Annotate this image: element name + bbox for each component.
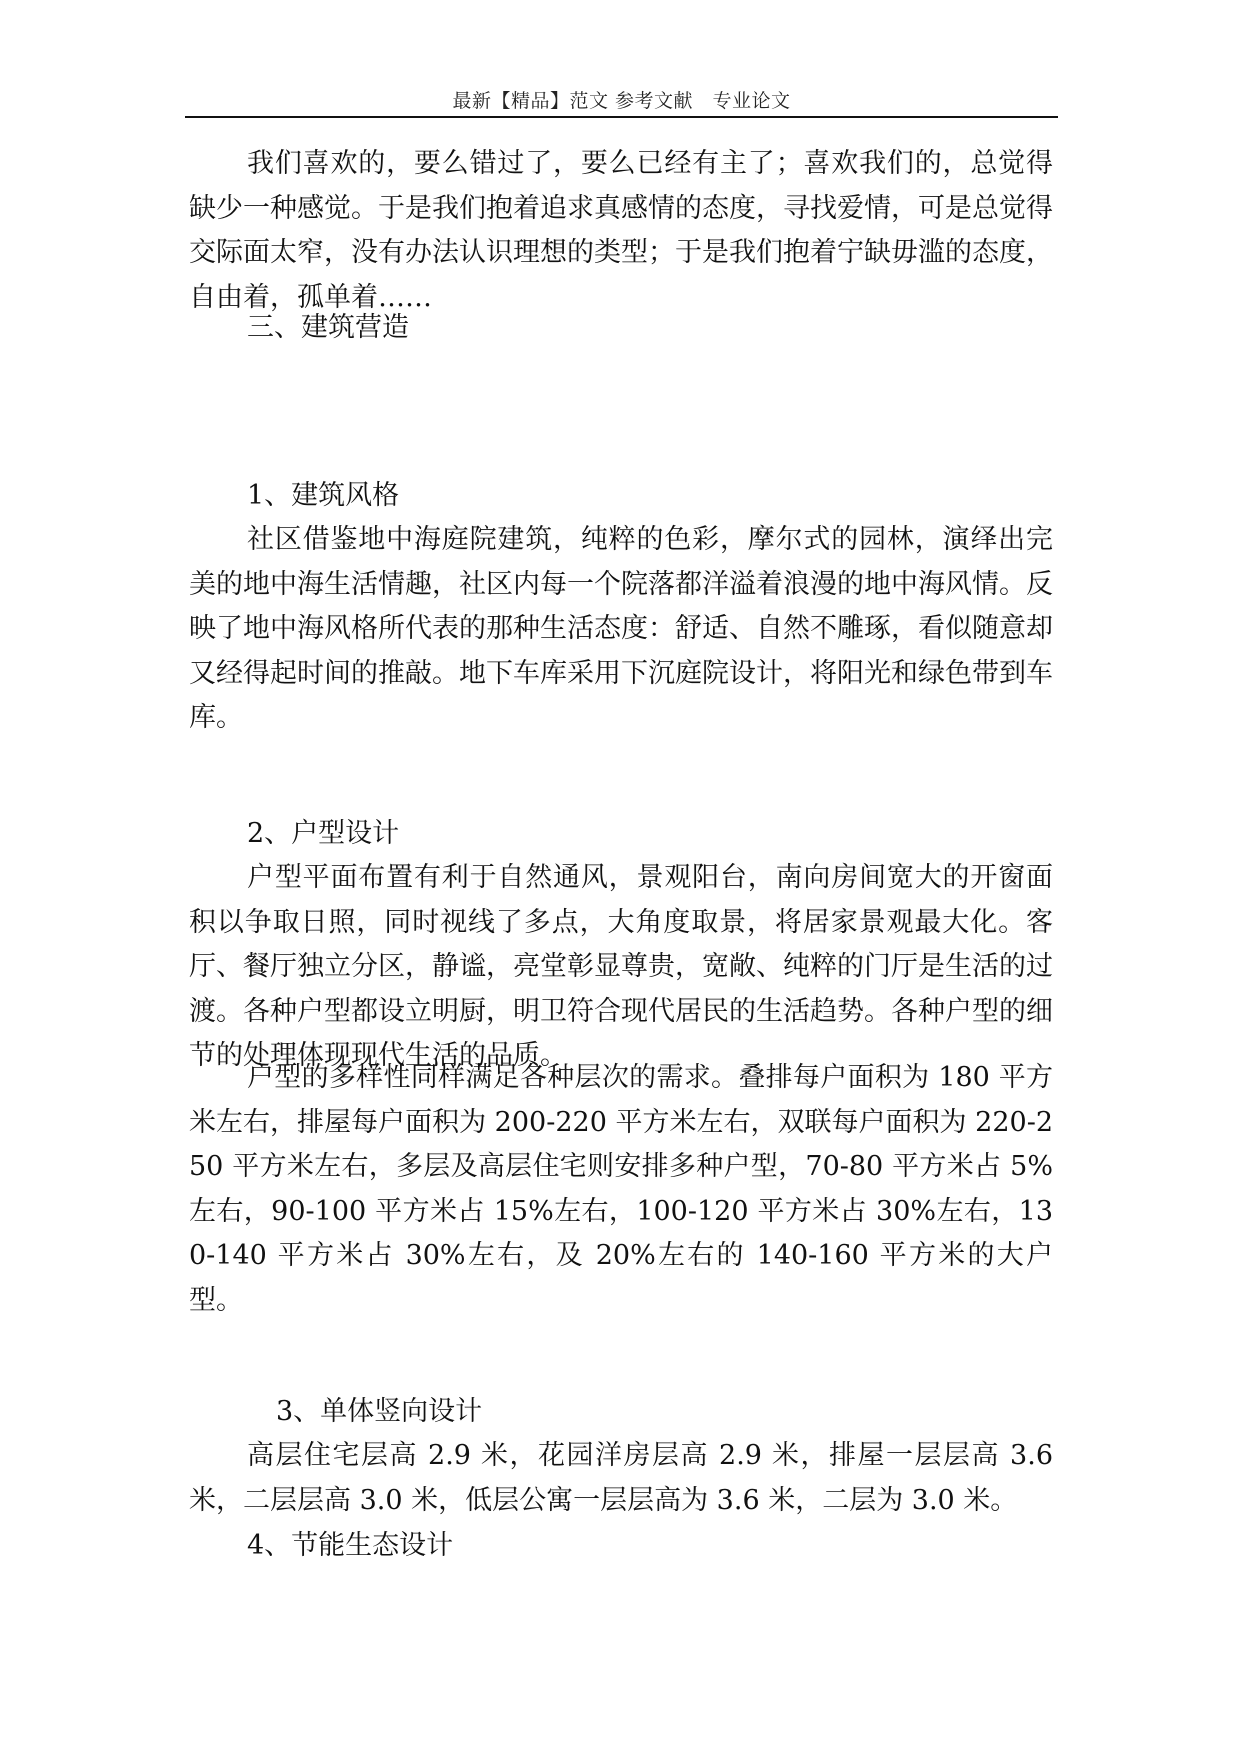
- subheading-unit-layout: 2、户型设计: [247, 818, 400, 849]
- page-header: 最新【精品】范文 参考文献 专业论文: [452, 90, 791, 112]
- subheading-architectural-style: 1、建筑风格: [247, 480, 400, 511]
- unit-layout-paragraph-2: 户型的多样性同样满足各种层次的需求。叠排每户面积为 180 平方米左右，排屋每户面积为 200-220 平方米左右，双联每户面积为 220-250 平方米左右，多层及高层住宅则安排多种户型，70-80 平方米占 5%左右，90-100 平方米占 15%左右，100-120 平方米占 30%左右，130-140 平方米占 30%左右，及 20%左右的 140-160 平方米的大户型。: [189, 1062, 1053, 1316]
- section-heading-architecture: 三、建筑营造: [247, 312, 409, 343]
- intro-paragraph: 我们喜欢的，要么错过了，要么已经有主了；喜欢我们的，总觉得缺少一种感觉。于是我们抱着追求真感情的态度，寻找爱情，可是总觉得交际面太窄，没有办法认识理想的类型；于是我们抱着宁缺毋滥的态度，自由着，孤单着……: [189, 148, 1053, 313]
- header-divider: [185, 116, 1058, 118]
- subheading-vertical-design: 3、单体竖向设计: [276, 1396, 483, 1427]
- subheading-energy-ecological-design: 4、节能生态设计: [247, 1530, 454, 1561]
- architectural-style-paragraph: 社区借鉴地中海庭院建筑，纯粹的色彩，摩尔式的园林，演绎出完美的地中海生活情趣，社区内每一个院落都洋溢着浪漫的地中海风情。反映了地中海风格所代表的那种生活态度：舒适、自然不雕琢，看似随意却又经得起时间的推敲。地下车库采用下沉庭院设计，将阳光和绿色带到车库。: [189, 524, 1053, 733]
- vertical-design-paragraph: 高层住宅层高 2.9 米，花园洋房层高 2.9 米，排屋一层层高 3.6 米，二层层高 3.0 米，低层公寓一层层高为 3.6 米，二层为 3.0 米。: [189, 1440, 1053, 1516]
- unit-layout-paragraph-1: 户型平面布置有利于自然通风，景观阳台，南向房间宽大的开窗面积以争取日照，同时视线了多点，大角度取景，将居家景观最大化。客厅、餐厅独立分区，静谧，亮堂彰显尊贵，宽敞、纯粹的门厅是生活的过渡。各种户型都设立明厨，明卫符合现代居民的生活趋势。各种户型的细节的处理体现现代生活的品质。: [189, 862, 1053, 1071]
